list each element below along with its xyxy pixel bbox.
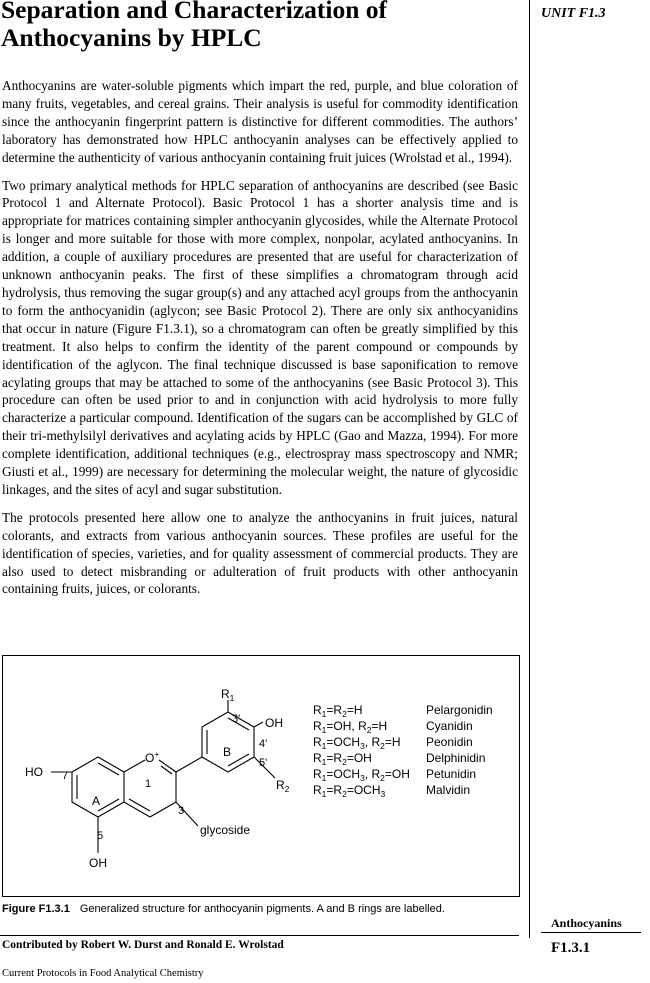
substituent-formula: $R_1=OCH_3$, $R_2=H$ <box>313 735 401 751</box>
ring-a-bonds <box>72 757 124 817</box>
position-3-prime-label: 3' <box>232 713 241 725</box>
ring-a-double-bond <box>98 763 119 775</box>
ring-c-double-bond <box>161 766 172 774</box>
ring-c-bond <box>150 802 176 817</box>
ring-a-label: A <box>92 794 101 808</box>
substituent-formula: $R_1=R_2=H$ <box>313 703 363 719</box>
figure-box <box>2 655 520 897</box>
ring-b-label: B <box>223 745 232 759</box>
oxonium-label: O+ <box>145 749 160 765</box>
position-5-label: 5 <box>97 830 104 842</box>
ring-b-double-bond <box>228 754 249 766</box>
ring-c-bond <box>124 802 150 817</box>
page-number: F1.3.1 <box>551 940 591 956</box>
position-3-label: 3 <box>178 805 185 817</box>
r2-label: $R_2$ <box>276 778 290 794</box>
paragraph-2: Two primary analytical methods for HPLC separation of anthocyanins are described (see Basic Protocol 1 and Alternate Protocol). Basic Protocol 1 has a shorter analysis time and is appropriate for matrices containing simpler anthocyanin glycosides, while the Alternate Protocol is longer and more suitable for those with more complex, nonpolar, acylated anthocyanins. In addition, a couple of auxiliary procedures are presented that are useful for characterization of unknown anthocyanin peaks. The first of these simplifies a chromatogram through acid hydrolysis, thus removing the sugar group(s) and any attached acyl groups from the anthocyanin to form the anthocyanidin (aglycon; see Basic Protocol 2). There are only six anthocyanidins that occur in nature (Figure F1.3.1), so a chromatogram can often be greatly simplified by this treatment. It also helps to confirm the identity of the parent compound or compounds by identification of the aglycon. The final technique discussed is base saponification to remove acylating groups that may be attached to some of the anthocyanins (see Basic Protocol 3). This procedure can often be used prior to and in conjunction with acid hydrolysis to more fully characterize a particular compound. Identification of the sugars can be accomplished by GLC of their tri-methylsilyl derivatives and acylating acids by HPLC (Gao and Mazza, 1994). For more complete identification, additional techniques (e.g., electrospray mass spectroscopy and NMR; Giusti et al., 1999) are necessary for determining the molecular weight, the nature of glycosidic linkages, and the sites of acyl and sugar substitution. <box>2 177 518 497</box>
glycoside-label: glycoside <box>200 823 251 837</box>
substituent-name: Pelargonidin <box>426 703 493 717</box>
section-name: Anthocyanins <box>551 916 622 930</box>
position-4-prime-label: 4' <box>259 738 268 750</box>
oh-top-label: OH <box>265 716 283 730</box>
ring-link-bond <box>176 757 202 772</box>
substituent-name: Peonidin <box>426 735 473 749</box>
ho-label: HO <box>25 765 43 779</box>
substituent-name: Petunidin <box>426 767 477 781</box>
substituent-name: Malvidin <box>426 783 471 797</box>
position-1-label: 1 <box>145 778 152 790</box>
substituent-formula: $R_1=OCH_3$, $R_2=OH$ <box>313 767 410 783</box>
ring-c-double-bond <box>129 799 150 811</box>
contributors: Contributed by Robert W. Durst and Ronald E. Wrolstad <box>2 939 284 951</box>
substituent-name: Cyanidin <box>426 719 473 733</box>
title-line-1: Separation and Characterization of <box>1 0 388 24</box>
caption-text: Generalized structure for anthocyanin pigments. A and B rings are labelled. <box>79 903 445 915</box>
r1-label: $R_1$ <box>221 687 235 703</box>
substituent-name: Delphinidin <box>426 751 486 765</box>
ring-c-bond <box>124 760 145 772</box>
ring-a-double-bond <box>98 799 119 811</box>
unit-label: UNIT F1.3 <box>541 6 606 21</box>
substituent-formula: $R_1=OH$, $R_2=H$ <box>313 719 388 735</box>
paragraph-3: The protocols presented here allow one to analyze the anthocyanins in fruit juices, natural colorants, and extracts from various anthocyanin sources. These profiles are useful for the identification of species, varieties, and for quality assessment of commercial products. They are also used to detect misbranding or adulteration of fruit products with other anthocyanin containing fruits, juices, or colorants. <box>2 509 518 597</box>
ring-b-bonds <box>202 712 254 772</box>
publication-name: Current Protocols in Food Analytical Chemistry <box>2 968 204 979</box>
body-text <box>2 77 518 608</box>
oh-bond <box>254 722 263 727</box>
caption-label: Figure F1.3.1 <box>2 903 70 915</box>
substituent-table <box>313 703 493 799</box>
paragraph-1: Anthocyanins are water-soluble pigments which impart the red, purple, and blue coloration of many fruits, vegetables, and cereal grains. Their analysis is useful for commodity identification since the anthocyanin fingerprint pattern is distinctive for different commodities. The authors’ laboratory has demonstrated how HPLC anthocyanin analyses can be effectively applied to determine the authenticity of various anthocyanin containing fruit juices (Wrolstad et al., 1994). <box>2 78 518 165</box>
column-divider <box>529 0 530 938</box>
figure-caption <box>2 903 522 915</box>
substituent-formula: $R_1=R_2=OCH_3$ <box>313 783 386 799</box>
oh-bottom-label: OH <box>89 856 107 870</box>
footer-rule <box>0 935 519 936</box>
sidebar-rule <box>541 932 641 933</box>
substituent-formula: $R_1=R_2=OH$ <box>313 751 372 767</box>
title-line-2: Anthocyanins by HPLC <box>1 23 262 52</box>
anthocyanin-structure <box>3 656 521 898</box>
position-5-prime-label: 5' <box>259 757 268 769</box>
position-7-label: 7 <box>62 770 69 782</box>
page-title <box>1 0 521 52</box>
